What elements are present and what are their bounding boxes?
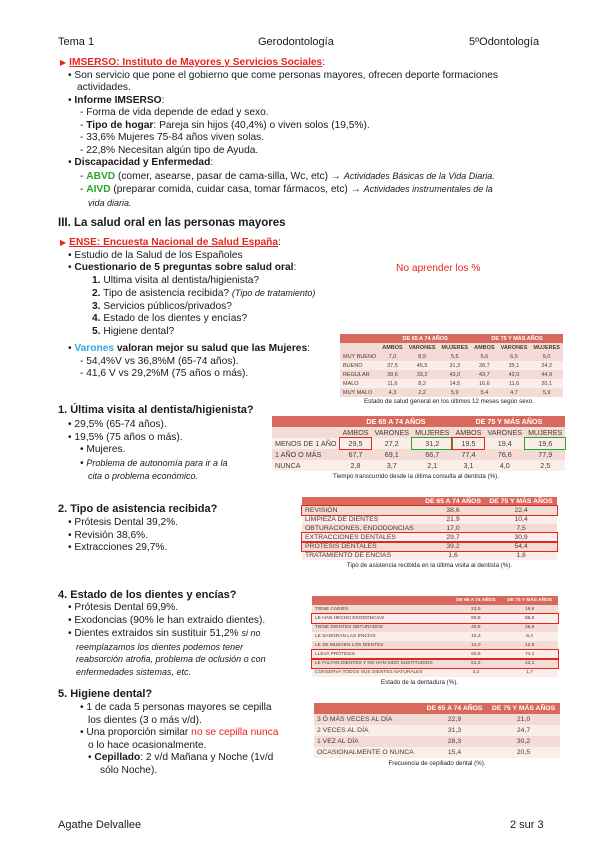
table-cell: MUJERES [530, 343, 563, 352]
table-cell: MENOS DE 1 AÑO [272, 438, 340, 449]
triangle-bullet-icon: ▶ [60, 238, 67, 247]
table-cell: 76,6 [484, 449, 525, 460]
table-cell: VARONES [371, 427, 412, 438]
figure-ultima-visita: DE 65 A 74 AÑOS DE 75 Y MÁS AÑOS AMBOS VARONES MUJERES AMBOS VARONES MUJERES MENOS DE 1 AÑO 29,5 27,2 31,2 19,5 19,4 19,6 1 AÑO O MÁS 67,7 69,1 66,7 77,4 76,6 77,9 NUNCA 2,8 3,7 2,1 3,1 4,0 2,5 Tiempo transcurrido desde la última consulta al dentista (%). [272, 416, 565, 480]
table-row [312, 605, 558, 614]
table-cell: 35,1 [498, 361, 531, 370]
section-title: III. La salud oral en las personas mayores [58, 217, 286, 229]
table-cell: TIENE CARIES [312, 605, 450, 614]
table-cell: 31,3 [422, 725, 487, 736]
figure-caption: Estado de la dentadura (%). [380, 679, 459, 686]
table-row [272, 449, 565, 460]
q5-title: 5. Higiene dental? [58, 688, 153, 700]
table-cell: REVISIÓN [302, 506, 421, 515]
table-row [302, 524, 557, 533]
figure-caption: Frecuencia de cepillado dental (%). [388, 760, 486, 767]
figure-estado-dentadura: DE 65 A 74 AÑOS DE 75 Y MÁS AÑOS TIENE CARIES 23,9 19,6 LE HAN HECHO EXODONCIAS 89,8 88,6 TIENE DIENTES OBTURADOS 45,8 25,9 LE SANGRAN LAS ENCÍAS 15,3 8,4 LE SE MUEVEN LOS DIENTES 12,0 12,9 LLEVA PRÓTESIS 69,9 74,1 LE FALTAN DIENTES Y NO HAN SIDO SUSTITUIDOS 51,2 43,1 CONSERVA TODOS SUS DIENTES NATURALES 3,3 1,7 Estado de la dentadura (%). [312, 596, 558, 686]
table-row [340, 352, 563, 361]
q5-block: • 1 de cada 5 personas mayores se cepilla los dientes (3 o más v/d). • Una proporción similar no se cepilla nunca o lo hace ocasionalmente. • Cepillado: 2 v/d Mañana y Noche (1v/d sólo Noche). [80, 702, 279, 776]
table-row [272, 438, 565, 449]
table-cell: 3,7 [371, 460, 412, 471]
table-cell: 6,5 [498, 352, 531, 361]
table-cell: 31,3 [439, 361, 472, 370]
table-row [272, 460, 565, 471]
table-cell: 30,2 [487, 736, 560, 747]
table-cell: 12,9 [501, 641, 558, 650]
table-cell: 23,9 [450, 605, 501, 614]
table-cell: 43,7 [471, 370, 497, 379]
dot-bullet-icon: • [68, 69, 75, 81]
table-cell: 20,1 [530, 379, 563, 388]
table-cell: 19,4 [484, 438, 525, 449]
table-cell: 2 VECES AL DÍA [314, 725, 422, 736]
table-cell: 15,3 [450, 632, 501, 641]
table-cell: AMBOS [452, 427, 484, 438]
figure-cepillado: DE 65 A 74 AÑOS DE 75 Y MÁS AÑOS 3 Ó MÁS VECES AL DÍA 22,9 21,0 2 VECES AL DÍA 31,3 24,7 1 VEZ AL DÍA 28,3 30,2 OCASIONALMENTE O NUNCA 15,4 20,5 Frecuencia de cepillado dental (%). [314, 703, 560, 767]
table-cell: 54,4 [485, 542, 557, 551]
table-cell: VARONES [484, 427, 525, 438]
table-cell: AMBOS [340, 427, 372, 438]
table-cell: OCASIONALMENTE O NUNCA [314, 747, 422, 758]
table-cell: 25,9 [501, 623, 558, 632]
table-row [312, 623, 558, 632]
imserso-title: IMSERSO: Instituto de Mayores y Servicios Sociales [69, 57, 323, 68]
table-cell: AMBOS [471, 343, 497, 352]
table-row [340, 388, 563, 397]
table-cell: BUENO [340, 361, 379, 370]
table-cell: 67,7 [340, 449, 372, 460]
table-cell: MUY MALO [340, 388, 379, 397]
table-row [314, 714, 560, 725]
table-cell: 74,1 [501, 650, 558, 659]
table-cell: 51,2 [450, 659, 501, 668]
table-cell: 19,6 [525, 438, 565, 449]
table-row [302, 506, 557, 515]
table-cell: 3,3 [450, 668, 501, 677]
table-cell: 42,0 [498, 370, 531, 379]
header-right: 5ºOdontología [469, 36, 540, 48]
no-aprender-note: No aprender los % [396, 263, 481, 274]
table-cell: 1,8 [485, 551, 557, 560]
table-cell: 16,6 [471, 379, 497, 388]
table-cell: 1,6 [421, 551, 485, 560]
table-cell: MUJERES [412, 427, 452, 438]
table-cell: 1,7 [501, 668, 558, 677]
table-row [314, 747, 560, 758]
table-cell: 8,4 [501, 632, 558, 641]
ense-block: ▶ ENSE: Encuesta Nacional de Salud España: • Estudio de la Salud de los Españoles • Cuestionario de 5 preguntas sobre salud oral: No aprender los % 1. Ultima visita al dentista/higienista? 2. Tipo de asistencia recibida? (Tipo de tratamiento) 3. Servicios públicos/privados? 4. Estado de los dientes y encías? 5. Higiene dental? [60, 237, 481, 337]
triangle-bullet-icon: ▶ [60, 58, 67, 67]
table-cell: EXTRACCIONES DENTALES [302, 533, 421, 542]
table-row [312, 650, 558, 659]
table-cell: 5,0 [530, 352, 563, 361]
table-cell: 19,6 [501, 605, 558, 614]
q2-block: • Prótesis Dental 39,2%. • Revisión 38,6%. • Extracciones 29,7%. [68, 517, 179, 553]
table-cell: REGULAR [340, 370, 379, 379]
table-cell: 8,9 [406, 352, 439, 361]
table-cell: 5,5 [439, 352, 472, 361]
table-cell: NUNCA [272, 460, 340, 471]
table-cell: 2,5 [525, 460, 565, 471]
figure-tipo-asistencia: DE 65 A 74 AÑOS DE 75 Y MÁS AÑOS REVISIÓN 38,6 22,4 LIMPIEZA DE DIENTES 21,9 10,4 OBTURACIONES, ENDODONCIAS 17,0 7,5 EXTRACCIONES DENTALES 29,7 30,9 PRÓTESIS DENTALES 39,2 54,4 TRATAMIENTO DE ENCÍAS 1,6 1,8 Tipo de asistencia recibida en la última visita al dentista (%). [302, 497, 557, 569]
header-center: Gerodontología [258, 36, 334, 48]
table-cell: 3,1 [452, 460, 484, 471]
table-cell: 77,9 [525, 449, 565, 460]
table-cell: 17,0 [421, 524, 485, 533]
table-cell: MUJERES [525, 427, 565, 438]
table-cell: 28,3 [422, 736, 487, 747]
table-cell: MUY BUENO [340, 352, 379, 361]
table-row [340, 361, 563, 370]
discapacidad-title: Discapacidad y Enfermedad [74, 157, 211, 168]
table-cell: 1 VEZ AL DÍA [314, 736, 422, 747]
table-cell: CONSERVA TODOS SUS DIENTES NATURALES [312, 668, 450, 677]
table-row [302, 533, 557, 542]
table-cell: TIENE DIENTES OBTURADOS [312, 623, 450, 632]
table-row [312, 632, 558, 641]
table-cell: 37,5 [379, 361, 405, 370]
table-cell: 4,7 [498, 388, 531, 397]
table-cell: 5,4 [471, 388, 497, 397]
table-cell: 27,2 [371, 438, 412, 449]
table-row [314, 725, 560, 736]
table-cell: 7,5 [485, 524, 557, 533]
table-row [312, 641, 558, 650]
abvd-label: ABVD [86, 170, 116, 182]
table-cell: LLEVA PRÓTESIS [312, 650, 450, 659]
table-cell: 11,6 [379, 379, 405, 388]
table-cell: 5,9 [530, 388, 563, 397]
figure-salud-general: DE 65 A 74 AÑOS DE 75 Y MÁS AÑOS AMBOS VARONES MUJERES AMBOS VARONES MUJERES MUY BUENO 7,0 8,9 5,5 5,6 6,5 5,0 BUENO 37,5 45,5 31,3 28,7 35,1 24,2 REGULAR 39,6 33,2 43,0 43,7 42,0 44,9 MALO 11,6 8,2 14,5 16,6 11,6 20,1 MUY MALO 4,3 2,2 5,9 5,4 4,7 5,9 Estado de salud general en los últimos 12 meses según sexo. [340, 334, 563, 405]
table-cell: 7,0 [379, 352, 405, 361]
table-cell: 4,0 [484, 460, 525, 471]
table-row [340, 370, 563, 379]
table-cell: 88,6 [501, 614, 558, 623]
table-cell: 5,9 [439, 388, 472, 397]
q1-block: • 29,5% (65-74 años). • 19,5% (75 años o más). • Mujeres. • Problema de autonomía para ir a la cita o problema económico. [68, 419, 228, 481]
table-cell: 39,6 [379, 370, 405, 379]
header-left: Tema 1 [58, 36, 95, 48]
table-row [312, 659, 558, 668]
table-cell: 38,6 [421, 506, 485, 515]
table-cell: 69,1 [371, 449, 412, 460]
table-cell: 29,5 [340, 438, 372, 449]
table-row [312, 614, 558, 623]
table-row [302, 551, 557, 560]
q4-title: 4. Estado de los dientes y encías? [58, 589, 237, 601]
informe-title: Informe IMSERSO [74, 94, 162, 106]
table-cell: PRÓTESIS DENTALES [302, 542, 421, 551]
table-cell: 33,2 [406, 370, 439, 379]
q4-block: • Prótesis Dental 69,9%. • Exodoncias (90% le han extraido dientes). • Dientes extraidos sin sustituir 51,2% si no reemplazamos los dientes podemos tener reabsorción atrofia, problema de oclusión o con enfermedades sistemas, etc. [68, 602, 266, 677]
table-cell: AMBOS [379, 343, 405, 352]
imserso-block: ▶ IMSERSO: Instituto de Mayores y Servicios Sociales: • Son servicio que pone el gobierno que come personas mayores, ofrecen deporte formaciones actividades. • Informe IMSERSO: - Forma de vida depende de edad y sexo. - Tipo de hogar: Pareja sin hijos (40,4%) o viven solos (19,5%). - 33,6% Mujeres 75-84 años viven solas. - 22,8% Necesitan algún tipo de Ayuda. • Discapacidad y Enfermedad: - ABVD (comer, asearse, pasar de cama-silla, Wc, etc) → Actividades Básicas de la Vida Diaria. - AIVD (preparar comida, cuidar casa, tomar fármacos, etc) → Actividades instrumentales de la vida diaria. [60, 57, 499, 208]
table-cell: 69,9 [450, 650, 501, 659]
footer-author: Agathe Delvallee [58, 819, 142, 831]
aivd-label: AIVD [86, 184, 111, 195]
table-cell: MALO [340, 379, 379, 388]
figure-caption: Estado de salud general en los últimos 12 meses según sexo. [364, 398, 534, 405]
table-cell: 21,9 [421, 515, 485, 524]
table-cell: 44,9 [530, 370, 563, 379]
q1-title: 1. Última visita al dentista/higienista? [58, 404, 254, 416]
figure-caption: Tiempo transcurrido desde la última consulta al dentista (%). [333, 473, 499, 480]
table-cell: MUJERES [439, 343, 472, 352]
table-cell: 5,6 [471, 352, 497, 361]
table-cell: 45,8 [450, 623, 501, 632]
table-cell: 89,8 [450, 614, 501, 623]
table-cell: 8,2 [406, 379, 439, 388]
table-row [302, 515, 557, 524]
table-cell: 77,4 [452, 449, 484, 460]
table-cell: 14,5 [439, 379, 472, 388]
table-cell: LE SANGRAN LAS ENCÍAS [312, 632, 450, 641]
figure-caption: Tipo de asistencia recibida en la última visita al dentista (%). [346, 562, 513, 569]
table-cell: 19,5 [452, 438, 484, 449]
table-cell: OBTURACIONES, ENDODONCIAS [302, 524, 421, 533]
table-cell [272, 427, 340, 438]
table-cell: 31,2 [412, 438, 452, 449]
table-cell: 24,7 [487, 725, 560, 736]
table-cell: 2,8 [340, 460, 372, 471]
varones-block: • Varones valoran mejor su salud que las Mujeres: - 54,4%V vs 36,8%M (65-74 años). - 41,6 V vs 29,2%M (75 años o más). [68, 343, 310, 379]
table-cell: 43,1 [501, 659, 558, 668]
table-cell: LIMPIEZA DE DIENTES [302, 515, 421, 524]
table-cell: LE FALTAN DIENTES Y NO HAN SIDO SUSTITUIDOS [312, 659, 450, 668]
table-cell: VARONES [406, 343, 439, 352]
table-cell: 22,9 [422, 714, 487, 725]
table-cell: 3 Ó MÁS VECES AL DÍA [314, 714, 422, 725]
table-cell: 21,0 [487, 714, 560, 725]
table-cell: 66,7 [412, 449, 452, 460]
table-cell: 39,2 [421, 542, 485, 551]
table-cell: 2,2 [406, 388, 439, 397]
ense-title: ENSE: Encuesta Nacional de Salud España [69, 237, 279, 248]
table-cell: 30,9 [485, 533, 557, 542]
footer-page: 2 sur 3 [510, 819, 544, 831]
table-row [312, 668, 558, 677]
table-cell: 4,3 [379, 388, 405, 397]
table-cell: LE SE MUEVEN LOS DIENTES [312, 641, 450, 650]
table-cell: 11,6 [498, 379, 531, 388]
table-cell: LE HAN HECHO EXODONCIAS [312, 614, 450, 623]
table-cell: 20,5 [487, 747, 560, 758]
q2-title: 2. Tipo de asistencia recibida? [58, 503, 218, 515]
table-cell: 45,5 [406, 361, 439, 370]
table-cell: 24,2 [530, 361, 563, 370]
table-cell: 43,0 [439, 370, 472, 379]
table-cell: TRATAMIENTO DE ENCÍAS [302, 551, 421, 560]
table-cell: 10,4 [485, 515, 557, 524]
table-cell: 28,7 [471, 361, 497, 370]
table-cell: 12,0 [450, 641, 501, 650]
table-row [314, 736, 560, 747]
table-cell: 15,4 [422, 747, 487, 758]
table-row [340, 379, 563, 388]
table-cell: VARONES [498, 343, 531, 352]
table-cell: 29,7 [421, 533, 485, 542]
table-cell: 1 AÑO O MÁS [272, 449, 340, 460]
table-row [302, 542, 557, 551]
table-cell: 22,4 [485, 506, 557, 515]
table-cell: 2,1 [412, 460, 452, 471]
